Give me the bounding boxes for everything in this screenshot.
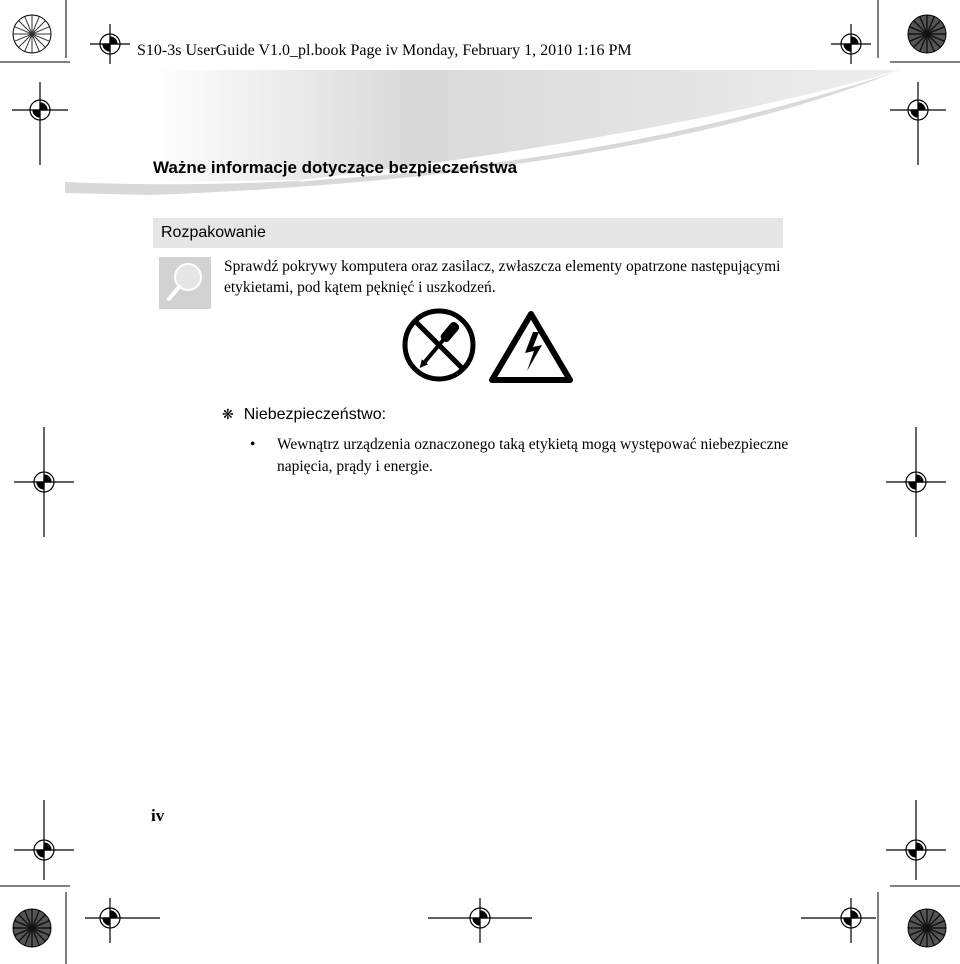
warning-labels (400, 308, 575, 384)
warning-item-text: Wewnątrz urządzenia oznaczonego taką etykietą mogą występować niebezpieczne napięcia, prądy i energie. (277, 436, 789, 475)
high-voltage-icon (492, 314, 570, 380)
list-item (250, 434, 790, 478)
page-number: iv (151, 806, 165, 825)
book-slug-line: S10-3s UserGuide V1.0_pl.book Page iv Monday, February 1, 2010 1:16 PM (137, 42, 632, 59)
bullet-icon: • (250, 436, 256, 453)
unpacking-instructions: Sprawdź pokrywy komputera oraz zasilacz, zwłaszcza elementy opatrzone następującymi etykietami, pod kątem pęknięć i uszkodzeń. (224, 258, 781, 296)
page-title: Ważne informacje dotyczące bezpieczeństwa (153, 158, 518, 177)
warning-heading (222, 406, 386, 424)
no-tools-icon (405, 311, 473, 379)
warning-list (250, 434, 790, 478)
section-header-bar (153, 218, 783, 248)
warning-heading-text: Niebezpieczeństwo: (243, 406, 387, 423)
section-title: Rozpakowanie (161, 224, 266, 241)
asterisk-icon: ❋ (222, 406, 234, 422)
magnifier-icon (159, 257, 211, 309)
